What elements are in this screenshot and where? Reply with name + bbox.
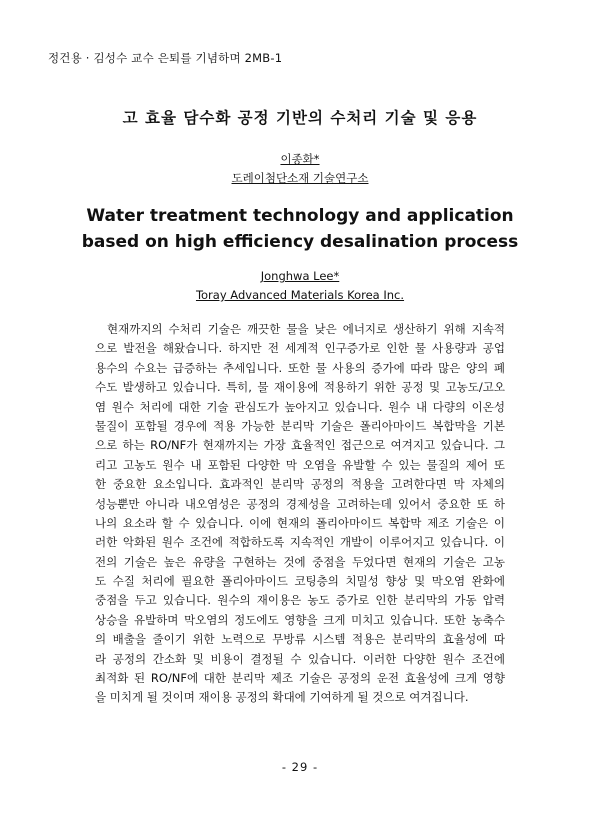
abstract-line: 으로 발전을 해왔습니다. 하지만 전 세계적 인구증가로 인한 물 사용량과 공업 xyxy=(95,341,505,356)
abstract-line: 성능뿐만 아니라 내오염성은 공정의 경제성을 고려하는데 있어서 중요한 또 하 xyxy=(95,496,505,511)
running-header: 정건용 · 김성수 교수 은퇴를 기념하며 2MB-1 xyxy=(48,51,283,65)
english-title: Water treatment technology and application based on high efficiency desalination process xyxy=(81,206,519,252)
abstract-line: 상승을 유발하며 막오염의 정도에도 영향을 크게 미치고 있습니다. 또한 농축수 xyxy=(95,612,505,627)
english-affiliation: Toray Advanced Materials Korea Inc. xyxy=(195,288,405,302)
abstract-line: 전의 기술은 높은 유량을 구현하는 것에 중점을 두었다면 현재의 기술은 고농 xyxy=(95,554,505,569)
page-number: - 29 - xyxy=(281,760,319,774)
korean-affiliation: 도레이첨단소재 기술연구소 xyxy=(231,171,369,185)
abstract-line: 중점을 두고 있습니다. 원수의 재이용은 농도 증가로 인한 분리막의 가동 압력 xyxy=(95,593,505,608)
abstract-line: 라 공정의 간소화 및 비용이 결정될 수 있습니다. 이러한 다양한 원수 조건에 xyxy=(95,651,505,666)
abstract-line: 최적화 된 RO/NF에 대한 분리막 제조 기술은 공정의 운전 효율성에 크게 영향 xyxy=(95,671,505,686)
abstract-line: 을 미치게 될 것이며 재이용 공정의 확대에 기여하게 될 것으로 여겨집니다. xyxy=(95,690,469,705)
abstract-line: 한 중요한 요소입니다. 효과적인 분리막 공정의 적용을 고려한다면 막 자체의 xyxy=(95,477,505,492)
abstract-line: 염 원수 처리에 대한 기술 관심도가 높아지고 있습니다. 원수 내 다량의 이온성 xyxy=(95,399,505,414)
english-author: Jonghwa Lee* xyxy=(260,269,340,283)
korean-title: 고 효율 담수화 공정 기반의 수처리 기술 및 응용 xyxy=(122,109,478,127)
abstract-line: 의 배출을 줄이기 위한 노력으로 무방류 시스템 적용은 분리막의 효율성에 따 xyxy=(95,632,505,647)
abstract-line: 리고 고농도 원수 내 포함된 다양한 막 오염을 유발할 수 있는 물질의 제어 또 xyxy=(95,457,505,472)
abstract-line: 러한 악화된 원수 조건에 적합하도록 지속적인 개발이 이루어지고 있습니다. 이 xyxy=(95,535,505,550)
abstract-line: 물질이 포함될 경우에 적용 가능한 분리막 기술은 폴리아마이드 복합막을 기본 xyxy=(95,418,505,433)
abstract-body xyxy=(95,320,505,708)
abstract-line: 수도 발생하고 있습니다. 특히, 물 재이용에 적용하기 위한 공정 및 고농도/고오 xyxy=(95,380,505,395)
abstract-line: 도 수질 처리에 필요한 폴리아마이드 코팅층의 치밀성 향상 및 막오염 완화에 xyxy=(95,574,505,589)
abstract-line: 용수의 수요는 급증하는 추세입니다. 또한 물 사용의 증가에 따라 많은 양의 폐 xyxy=(95,360,505,375)
korean-author: 이종화* xyxy=(280,152,320,166)
abstract-line: 으로 하는 RO/NF가 현재까지는 가장 효율적인 접근으로 여겨지고 있습니다. 그 xyxy=(95,438,505,453)
abstract-line: 나의 요소라 할 수 있습니다. 이에 현재의 폴리아마이드 복합막 제조 기술은 이 xyxy=(95,515,505,530)
abstract-line: 현재까지의 수처리 기술은 깨끗한 물을 낮은 에너지로 생산하기 위해 지속적 xyxy=(107,322,505,336)
